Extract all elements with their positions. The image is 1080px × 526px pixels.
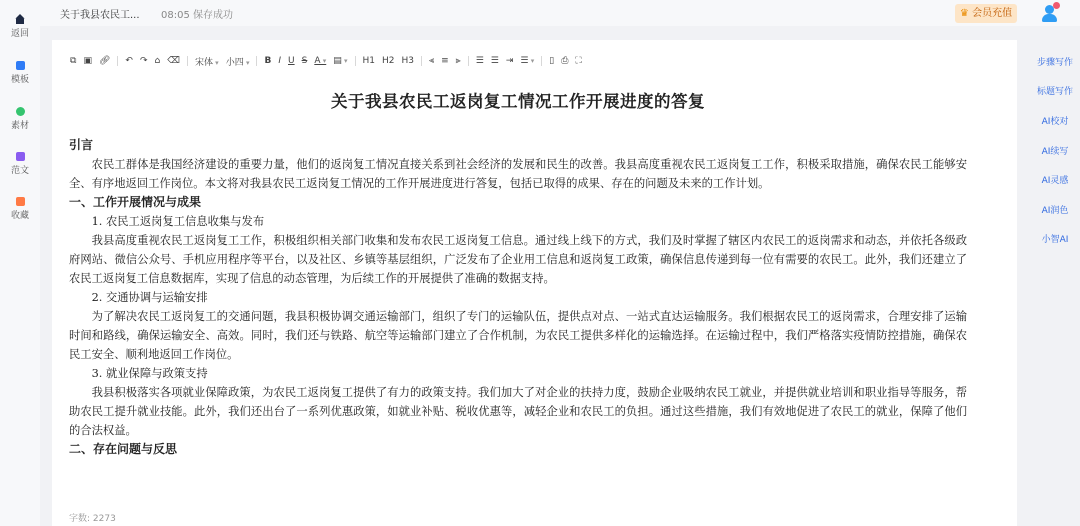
right-ai-panel [1030,40,1080,526]
heading3-button[interactable]: H3 [401,56,414,66]
align-left-icon[interactable]: ⫷ [429,56,435,66]
vip-label: 会员充值 [972,8,1013,19]
xiaozhi-ai-button[interactable]: 小智AI [1041,235,1069,245]
underline-button[interactable]: U [288,56,295,66]
document-tab[interactable]: 关于我县农民工... [60,10,140,21]
italic-button[interactable]: I [278,56,281,66]
heading1-button[interactable]: H1 [362,56,375,66]
document-body[interactable] [69,90,967,459]
fullscreen-icon[interactable]: ⛶ [575,56,582,66]
ai-inspiration-button[interactable]: AI灵感 [1041,176,1069,186]
clear-format-icon[interactable]: ⌫ [167,56,180,66]
editor-toolbar [70,54,589,68]
print-icon[interactable]: ⎙ [561,56,569,66]
bullet-list-icon[interactable]: ☰ [490,56,499,66]
sidebar-item-example[interactable] [0,152,40,176]
left-sidebar [0,0,40,526]
heading2-button[interactable]: H2 [382,56,395,66]
undo-icon[interactable]: ↶ [125,56,133,66]
strikethrough-button[interactable]: S [301,56,308,66]
step-writing-button[interactable]: 步骤写作 [1036,58,1073,68]
chevron-down-icon: ▾ [528,57,535,65]
sidebar-item-template[interactable] [0,61,40,85]
bold-button[interactable]: B [264,56,272,66]
paste-icon[interactable]: ▣ [83,56,92,66]
template-icon [16,61,25,70]
material-icon [16,107,25,116]
font-color-button[interactable]: A ▾ [314,56,327,66]
paragraph: 为了解决农民工返岗复工的交通问题，我县积极协调交通运输部门，组织了专门的运输队伍，提供点对点、一站式直达运输服务。我们根据农民工的返岗需求，合理安排了运输时间和路线，确保运输安全、高效。同时，我们还与铁路、航空等运输部门建立了合作机制，为农民工提供多样化的运输选择。在运输过程中，我们严格落实疫情防控措施，确保农民工安全、顺利地返回工作岗位。 [69,310,967,361]
subsection-heading: 1. 农民工返岗复工信息收集与发布 [91,215,265,228]
sidebar-item-label: 返回 [10,29,29,39]
save-status: 08:05 保存成功 [161,10,233,21]
chevron-down-icon: ▾ [341,57,348,65]
avatar[interactable] [1040,2,1060,24]
document-title: 关于我县农民工返岗复工情况工作开展进度的答复 [331,92,705,111]
ai-proofread-button[interactable]: AI校对 [1041,117,1069,127]
chevron-down-icon: ▾ [212,58,219,67]
editor-card [52,40,1017,526]
align-center-icon[interactable]: ≡ [441,56,449,66]
copy-icon[interactable]: ⧉ [70,56,77,66]
crown-icon: ♛ [959,8,969,19]
redo-icon[interactable]: ↷ [139,56,148,66]
sidebar-item-material[interactable] [0,107,40,131]
sidebar-item-label: 收藏 [10,211,29,221]
sidebar-item-label: 模板 [10,75,29,85]
subsection-heading: 2. 交通协调与运输安排 [91,291,208,304]
vip-recharge-button[interactable] [955,4,1017,23]
section-heading: 二、存在问题与反思 [69,442,178,456]
sidebar-item-favorite[interactable] [0,197,40,221]
link-icon[interactable]: 🔗︎ [98,56,111,66]
paragraph: 我县积极落实各项就业保障政策，为农民工返岗复工提供了有力的政策支持。我们加大了对企业的扶持力度，鼓励企业吸纳农民工就业，并提供就业培训和职业指导等服务，帮助农民工提升就业技能。此外，我们还出台了一系列优惠政策，如就业补贴、税收优惠等，减轻企业和农民工的负担。通过这些措施，我们有效地促进了农民工的就业，保障了他们的合法权益。 [69,386,967,437]
indent-icon[interactable]: ⇥ [505,56,514,66]
example-icon [16,152,25,161]
export-icon[interactable]: ▯ [549,56,555,66]
font-family-select[interactable]: 宋体 ▾ [194,57,219,68]
ai-continue-button[interactable]: AI续写 [1041,147,1069,157]
section-heading: 一、工作开展情况与成果 [69,195,202,209]
format-painter-icon[interactable]: ⌂ [154,56,161,66]
title-writing-button[interactable]: 标题写作 [1036,87,1073,97]
paragraph: 我县高度重视农民工返岗复工工作，积极组织相关部门收集和发布农民工返岗复工信息。通过线上线下的方式，我们及时掌握了辖区内农民工的返岗需求和动态，并依托各级政府网站、微信公众号、手机应用程序等平台，以及社区、乡镇等基层组织，广泛发布了企业用工信息和返岗复工政策，确保信息传递到每一位有需要的农民工。此外，我们还建立了农民工返岗复工信息数据库，实现了信息的动态管理，为后续工作的开展提供了准确的数据支持。 [69,234,967,285]
favorite-icon [16,197,25,206]
line-height-icon[interactable]: ☰ ▾ [520,56,535,66]
font-size-select[interactable]: 小四 ▾ [225,57,250,68]
word-count: 字数: 2273 [69,514,116,524]
sidebar-item-back[interactable] [0,14,40,39]
top-bar [40,0,1080,26]
notification-badge [1053,2,1060,9]
ordered-list-icon[interactable]: ☰ [475,56,484,66]
align-right-icon[interactable]: ⫸ [455,56,461,66]
highlight-button[interactable]: ▤ ▾ [333,56,348,66]
chevron-down-icon: ▾ [320,57,327,65]
chevron-down-icon: ▾ [243,58,250,67]
sidebar-item-label: 范文 [10,166,29,176]
ai-polish-button[interactable]: AI润色 [1041,206,1069,216]
paragraph: 农民工群体是我国经济建设的重要力量，他们的返岗复工情况直接关系到社会经济的发展和民生的改善。我县高度重视农民工返岗复工工作，积极采取措施，确保农民工能够安全、有序地返回工作岗位。本文将对我县农民工返岗复工情况的工作开展进度进行答复，包括已取得的成果、存在的问题及未来的工作计划。 [69,158,967,190]
sidebar-item-label: 素材 [10,121,29,131]
subsection-heading: 3. 就业保障与政策支持 [91,367,208,380]
intro-heading: 引言 [69,138,94,152]
